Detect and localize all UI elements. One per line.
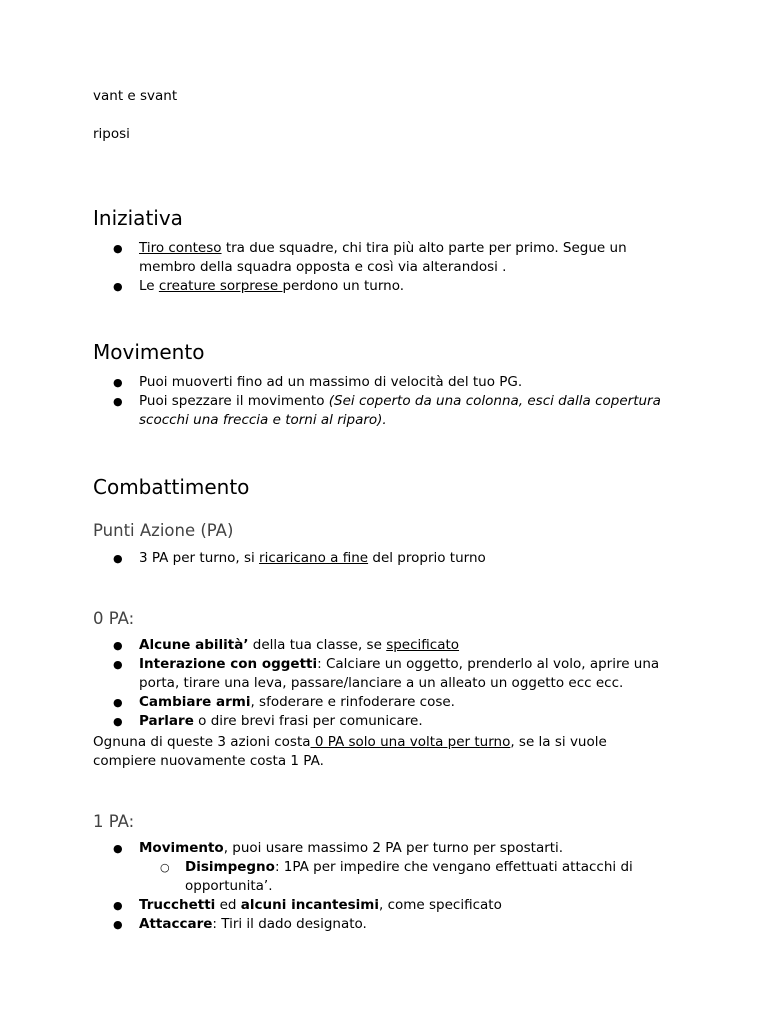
movimento-bullet-1: Puoi muoverti fino ad un massimo di velocità del tuo PG. [139,374,523,390]
one-pa-bullet-2: Trucchetti ed alcuni incantesimi, come specificato [139,897,502,913]
bullet-icon: ● [113,242,123,255]
bullet-icon: ● [113,658,123,671]
zero-pa-note-cont: compiere nuovamente costa 1 PA. [93,753,324,769]
link-tiro-conteso[interactable]: Tiro conteso [139,240,222,256]
heading-iniziativa: Iniziativa [93,206,183,230]
heading-0-pa: 0 PA: [93,609,135,628]
text-line-vant: vant e svant [93,88,178,104]
heading-1-pa: 1 PA: [93,812,135,831]
bullet-icon: ● [113,552,123,565]
heading-combattimento: Combattimento [93,475,250,499]
one-pa-sub-bullet-cont: opportunita’. [185,878,273,894]
movimento-bullet-2-cont: scocchi una freccia e torni al riparo). [139,412,387,428]
iniziativa-bullet-1-cont: membro della squadra opposta e così via alterandosi . [139,259,507,275]
bullet-icon: ● [113,696,123,709]
heading-punti-azione: Punti Azione (PA) [93,521,234,540]
bullet-icon: ● [113,395,123,408]
link-specificato[interactable]: specificato [386,637,460,653]
bullet-icon: ● [113,639,123,652]
zero-pa-note: Ognuna di queste 3 azioni costa 0 PA solo una volta per turno, se la si vuole [93,734,607,750]
zero-pa-bullet-4: Parlare o dire brevi frasi per comunicare. [139,713,423,729]
movimento-bullet-2: Puoi spezzare il movimento (Sei coperto da una colonna, esci dalla copertura [139,393,661,409]
iniziativa-bullet-2: Le creature sorprese perdono un turno. [139,278,405,294]
pa-bullet-1: 3 PA per turno, si ricaricano a fine del proprio turno [139,550,486,566]
one-pa-bullet-3: Attaccare: Tiri il dado designato. [139,916,367,932]
zero-pa-bullet-2: Interazione con oggetti: Calciare un oggetto, prenderlo al volo, aprire una [139,656,660,672]
link-creature-sorprese[interactable]: creature sorprese [158,278,283,294]
one-pa-bullet-1: Movimento, puoi usare massimo 2 PA per turno per spostarti. [139,840,564,856]
zero-pa-bullet-1: Alcune abilità’ della tua classe, se specificato [139,637,460,653]
bullet-icon: ● [113,376,123,389]
bullet-icon: ● [113,899,123,912]
sub-bullet-icon: ○ [160,861,170,874]
bullet-icon: ● [113,280,123,293]
text-line-riposi: riposi [93,126,130,142]
bullet-icon: ● [113,918,123,931]
heading-movimento: Movimento [93,340,205,364]
bullet-icon: ● [113,842,123,855]
zero-pa-bullet-2-cont: porta, tirare una leva, passare/lanciare a un alleato un oggetto ecc ecc. [139,675,624,691]
link-0-pa-solo[interactable]: 0 PA solo una volta per turno [310,734,511,750]
iniziativa-bullet-1: Tiro conteso tra due squadre, chi tira più alto parte per primo. Segue un [139,240,627,256]
link-ricaricano[interactable]: ricaricano a fine [259,550,369,566]
bullet-icon: ● [113,715,123,728]
zero-pa-bullet-3: Cambiare armi, sfoderare e rinfoderare cose. [139,694,455,710]
one-pa-sub-bullet: Disimpegno: 1PA per impedire che vengano effettuati attacchi di [185,859,633,875]
